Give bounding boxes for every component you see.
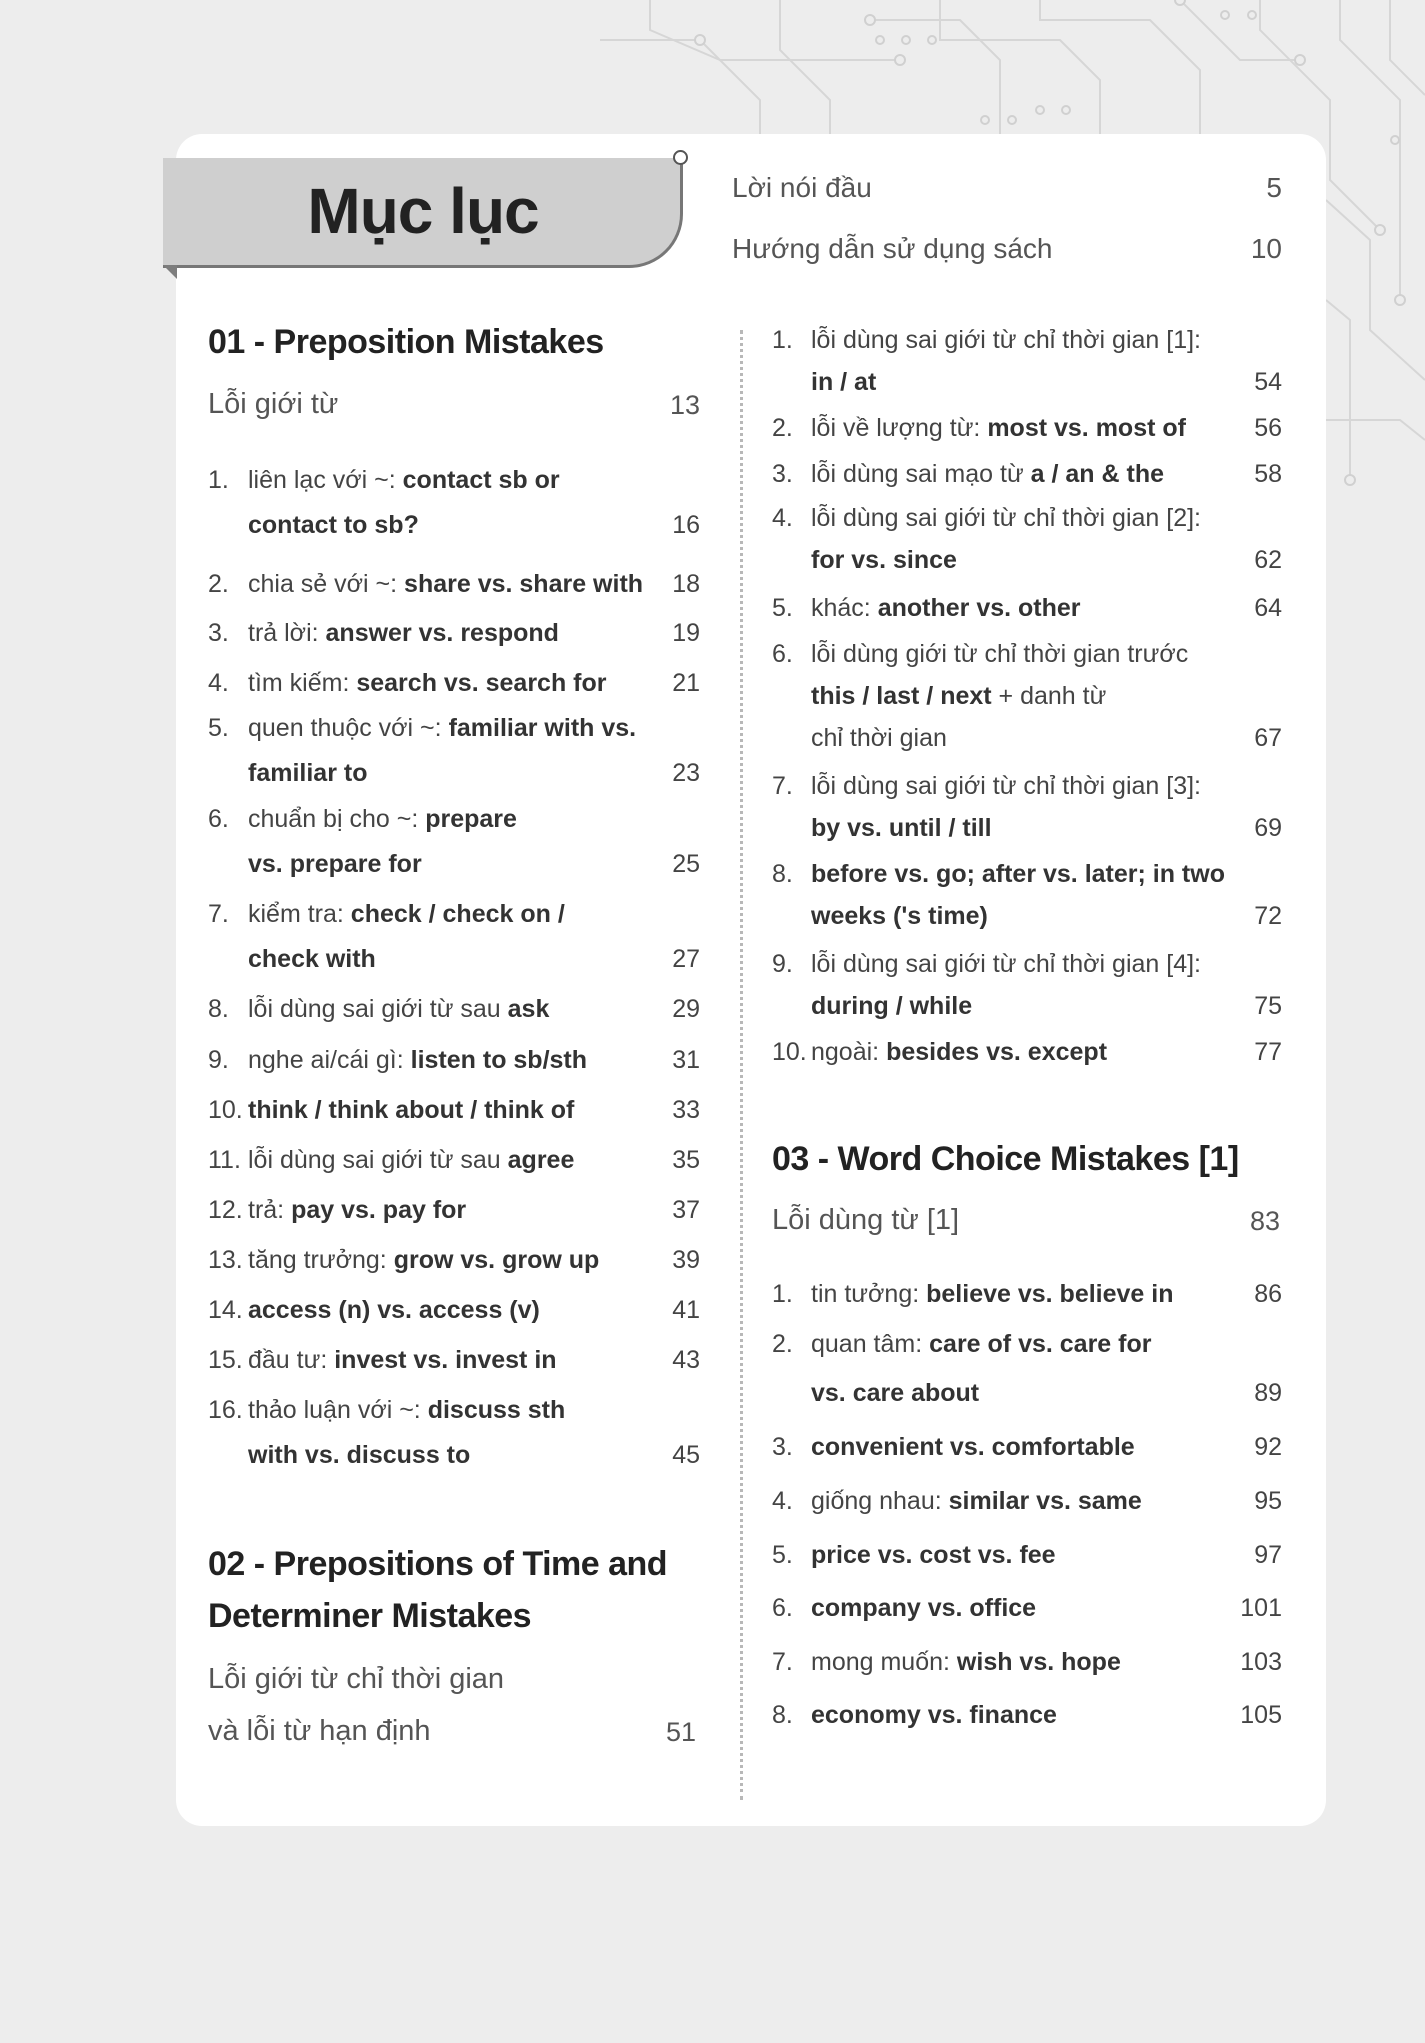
toc-entry-term: wish vs. hope [956,1648,1121,1676]
toc-entry-page: 101 [1240,1594,1282,1622]
toc-entry-label: mong muốn: [811,1648,957,1676]
toc-entry-number: 15. [208,1346,243,1374]
toc-entry-term: believe vs. believe in [926,1280,1174,1308]
toc-entry-page: 86 [1254,1280,1282,1308]
toc-entry-term: for vs. since [811,546,957,574]
toc-entry-term: check with [248,945,376,973]
toc-entry-term: answer vs. respond [325,619,559,647]
toc-entry-text [811,1038,1107,1067]
toc-entry-text [811,368,876,397]
toc-entry-number: 5. [772,594,793,622]
toc-entry-text [248,466,560,495]
toc-entry-text [811,772,1201,801]
toc-entry-term: vs. prepare for [248,850,422,878]
toc-entry-number: 10. [208,1096,243,1124]
toc-entry-page: 97 [1254,1541,1282,1569]
toc-entry-text [811,950,1201,979]
toc-entry-number: 16. [208,1396,243,1424]
toc-entry-text [248,669,607,698]
toc-entry-text [811,1280,1174,1309]
toc-entry-term: familiar to [248,759,368,787]
toc-entry-text [811,1487,1142,1516]
intro-page: 5 [1266,172,1282,203]
toc-entry-number: 8. [208,995,229,1023]
toc-entry-page: 62 [1254,546,1282,574]
toc-entry-page: 16 [672,511,700,539]
toc-entry-text [811,992,972,1021]
toc-entry-label: chia sẻ với ~: [248,570,405,598]
toc-entry-page: 72 [1254,902,1282,930]
toc-entry-page: 23 [672,759,700,787]
toc-entry-label: lỗi dùng sai giới từ sau [248,995,508,1023]
toc-entry-label: trả: [248,1196,292,1224]
toc-entry-page: 64 [1254,594,1282,622]
toc-entry-label: lỗi dùng sai giới từ chỉ thời gian [2]: [811,504,1202,532]
toc-entry-text [811,902,988,931]
toc-entry-text [811,1648,1121,1677]
toc-entry-label: quan tâm: [811,1330,930,1358]
toc-entry-term: most vs. most of [987,414,1186,442]
toc-entry-number: 14. [208,1296,243,1324]
toc-entry-label: thảo luận với ~: [248,1396,428,1424]
toc-entry-label: kiểm tra: [248,900,351,928]
toc-entry-term: share vs. share with [404,570,644,598]
toc-entry-text [248,900,565,929]
toc-entry-page: 103 [1240,1648,1282,1676]
toc-entry-page: 89 [1254,1379,1282,1407]
toc-entry-term: check / check on / [350,900,565,928]
toc-entry-page: 92 [1254,1433,1282,1461]
page-title: Mục lục [307,175,539,247]
toc-entry-term: convenient vs. comfortable [811,1433,1135,1461]
toc-entry-text [811,326,1201,355]
toc-entry-label: quen thuộc với ~: [248,714,449,742]
toc-entry-term: before vs. go; after vs. later; in two [811,860,1225,888]
toc-entry-term: by vs. until / till [811,814,992,842]
toc-entry-term: think / think about / think of [248,1096,575,1124]
toc-entry-page: 95 [1254,1487,1282,1515]
toc-entry-label: chỉ thời gian [811,724,947,752]
toc-entry-page: 25 [672,850,700,878]
toc-entry-text [811,1701,1057,1730]
toc-entry-text [248,714,636,743]
toc-entry-number: 8. [772,1701,793,1729]
toc-entry-number: 6. [772,1594,793,1622]
title-tab [163,158,683,268]
toc-entry-number: 4. [772,1487,793,1515]
toc-entry-number: 10. [772,1038,807,1066]
toc-entry-text [248,805,517,834]
pin-icon [673,150,688,165]
toc-entry-term: company vs. office [811,1594,1037,1622]
toc-entry-number: 6. [208,805,229,833]
toc-entry-page: 35 [672,1146,700,1174]
toc-entry-number: 7. [208,900,229,928]
toc-entry-text [248,1396,565,1425]
section-heading: 02 - Prepositions of Time and [208,1545,668,1583]
section-subtitle: Lỗi giới từ [208,388,339,420]
toc-entry-number: 2. [772,1330,793,1358]
toc-entry-term: search vs. search for [356,669,607,697]
toc-entry-text [811,460,1164,489]
toc-entry-label: tăng trưởng: [248,1246,394,1274]
section-page: 51 [665,1717,696,1747]
toc-entry-number: 1. [772,1280,793,1308]
toc-entry-page: 105 [1240,1701,1282,1729]
toc-entry-text [248,850,422,879]
toc-entry-label: lỗi dùng sai giới từ chỉ thời gian [3]: [811,772,1202,800]
toc-entry-page: 56 [1254,414,1282,442]
toc-entry-text [811,724,947,753]
toc-entry-number: 3. [772,460,793,488]
toc-entry-number: 5. [208,714,229,742]
toc-entry-term: access (n) vs. access (v) [248,1296,540,1324]
toc-entry-number: 8. [772,860,793,888]
toc-entry-page: 41 [672,1296,700,1324]
toc-entry-term: another vs. other [877,594,1081,622]
toc-entry-number: 13. [208,1246,243,1274]
toc-entry-text [248,1196,466,1225]
toc-entry-term: invest vs. invest in [334,1346,557,1374]
toc-entry-number: 1. [772,326,793,354]
toc-entry-text [248,1246,599,1275]
toc-entry-label: lỗi dùng sai giới từ chỉ thời gian [4]: [811,950,1202,978]
toc-entry-term: listen to sb/sth [410,1046,588,1074]
toc-entry-page: 37 [672,1196,700,1224]
toc-entry-number: 7. [772,772,793,800]
toc-entry-term: contact to sb? [248,511,419,539]
toc-entry-term: price vs. cost vs. fee [811,1541,1056,1569]
section-subtitle: Lỗi giới từ chỉ thời gian [208,1663,505,1695]
toc-entry-text [248,1346,557,1375]
toc-entry-label: lỗi dùng giới từ chỉ thời gian trước [811,640,1189,668]
toc-entry-page: 27 [672,945,700,973]
toc-entry-term: with vs. discuss to [248,1441,471,1469]
toc-entry-label: trả lời: [248,619,326,647]
toc-entry-number: 9. [208,1046,229,1074]
toc-entry-number: 7. [772,1648,793,1676]
toc-entry-term: pay vs. pay for [291,1196,467,1224]
toc-entry-text [811,1330,1151,1359]
toc-entry-page: 31 [672,1046,700,1074]
intro-label: Lời nói đầu [732,172,872,203]
toc-entry-text [811,814,992,843]
toc-entry-text [248,759,367,788]
toc-entry-label: khác: [811,594,878,622]
toc-entry-text [248,511,419,540]
toc-entry-label: lỗi dùng sai mạo từ [811,460,1031,488]
section-heading: 03 - Word Choice Mistakes [1] [772,1140,1239,1178]
section-heading: Determiner Mistakes [208,1597,532,1635]
toc-entry-number: 3. [772,1433,793,1461]
toc-entry-label: chuẩn bị cho ~: [248,805,426,833]
toc-entry-text [248,570,643,599]
toc-entry-label: nghe ai/cái gì: [248,1046,411,1074]
toc-entry-text [811,594,1081,623]
toc-entry-number: 2. [772,414,793,442]
toc-entry-text [248,1146,574,1175]
toc-entry-text [248,1046,587,1075]
toc-entry-term: ask [507,995,550,1023]
toc-entry-text [248,1296,540,1325]
toc-entry-label: lỗi dùng sai giới từ sau [248,1146,508,1174]
toc-entry-term: care of vs. care for [929,1330,1152,1358]
toc-entry-term: this / last / next [811,682,992,710]
toc-entry-text [811,546,957,575]
toc-entry-text [248,1096,574,1125]
toc-entry-label: lỗi dùng sai giới từ chỉ thời gian [1]: [811,326,1202,354]
toc-entry-number: 9. [772,950,793,978]
section-subtitle: và lỗi từ hạn định [208,1715,431,1747]
toc-entry-label: tin tưởng: [811,1280,927,1308]
toc-entry-page: 69 [1254,814,1282,842]
toc-entry-label: + danh từ [991,682,1107,710]
section-subtitle: Lỗi dùng từ [1] [772,1204,960,1236]
toc-entry-number: 3. [208,619,229,647]
intro-page: 10 [1250,233,1282,264]
toc-entry-text [811,504,1201,533]
toc-entry-label: lỗi về lượng từ: [811,414,988,442]
column-divider [740,330,743,1800]
toc-entry-label: tìm kiếm: [248,669,357,697]
toc-entry-page: 39 [672,1246,700,1274]
toc-entry-term: economy vs. finance [811,1701,1057,1729]
toc-entry-term: besides vs. except [886,1038,1108,1066]
toc-entry-number: 6. [772,640,793,668]
toc-entry-page: 58 [1254,460,1282,488]
section-page: 13 [669,390,700,420]
toc-entry-term: weeks ('s time) [811,902,988,930]
toc-entry-text [811,860,1225,889]
toc-entry-number: 4. [772,504,793,532]
toc-entry-number: 5. [772,1541,793,1569]
toc-entry-term: grow vs. grow up [393,1246,600,1274]
toc-entry-page: 77 [1254,1038,1282,1066]
toc-entry-text [248,945,376,974]
toc-entry-text [811,1594,1036,1623]
toc-entry-text [811,1433,1135,1462]
toc-entry-term: contact sb or [402,466,560,494]
toc-entry-label: liên lạc với ~: [248,466,403,494]
toc-entry-label: đầu tư: [248,1346,335,1374]
toc-entry-number: 4. [208,669,229,697]
section-page: 83 [1249,1206,1280,1236]
toc-entry-term: familiar with vs. [448,714,637,742]
toc-entry-text [811,682,1106,711]
section-heading: 01 - Preposition Mistakes [208,323,604,361]
toc-entry-page: 45 [672,1441,700,1469]
toc-entry-page: 67 [1254,724,1282,752]
toc-entry-text [248,619,559,648]
toc-entry-text [811,640,1188,669]
toc-entry-text [811,1379,979,1408]
toc-entry-page: 75 [1254,992,1282,1020]
toc-entry-number: 2. [208,570,229,598]
toc-entry-term: during / while [811,992,973,1020]
toc-entry-term: prepare [425,805,517,833]
toc-entry-page: 19 [672,619,700,647]
toc-entry-page: 29 [672,995,700,1023]
toc-entry-page: 18 [672,570,700,598]
toc-entry-number: 1. [208,466,229,494]
toc-entry-term: discuss sth [427,1396,566,1424]
toc-entry-text [248,995,549,1024]
toc-entry-term: agree [507,1146,575,1174]
toc-entry-page: 54 [1254,368,1282,396]
toc-entry-page: 43 [672,1346,700,1374]
toc-entry-label: giống nhau: [811,1487,949,1515]
toc-entry-text [811,1541,1056,1570]
intro-label: Hướng dẫn sử dụng sách [732,233,1053,264]
toc-entry-label: ngoài: [811,1038,887,1066]
toc-entry-term: a / an & the [1030,460,1165,488]
toc-entry-text [248,1441,470,1470]
toc-entry-term: in / at [811,368,877,396]
toc-entry-number: 11. [208,1146,241,1174]
toc-entry-term: vs. care about [811,1379,980,1407]
toc-entry-page: 33 [672,1096,700,1124]
toc-entry-term: similar vs. same [948,1487,1142,1515]
toc-entry-page: 21 [672,669,700,697]
toc-entry-number: 12. [208,1196,243,1224]
toc-entry-text [811,414,1186,443]
